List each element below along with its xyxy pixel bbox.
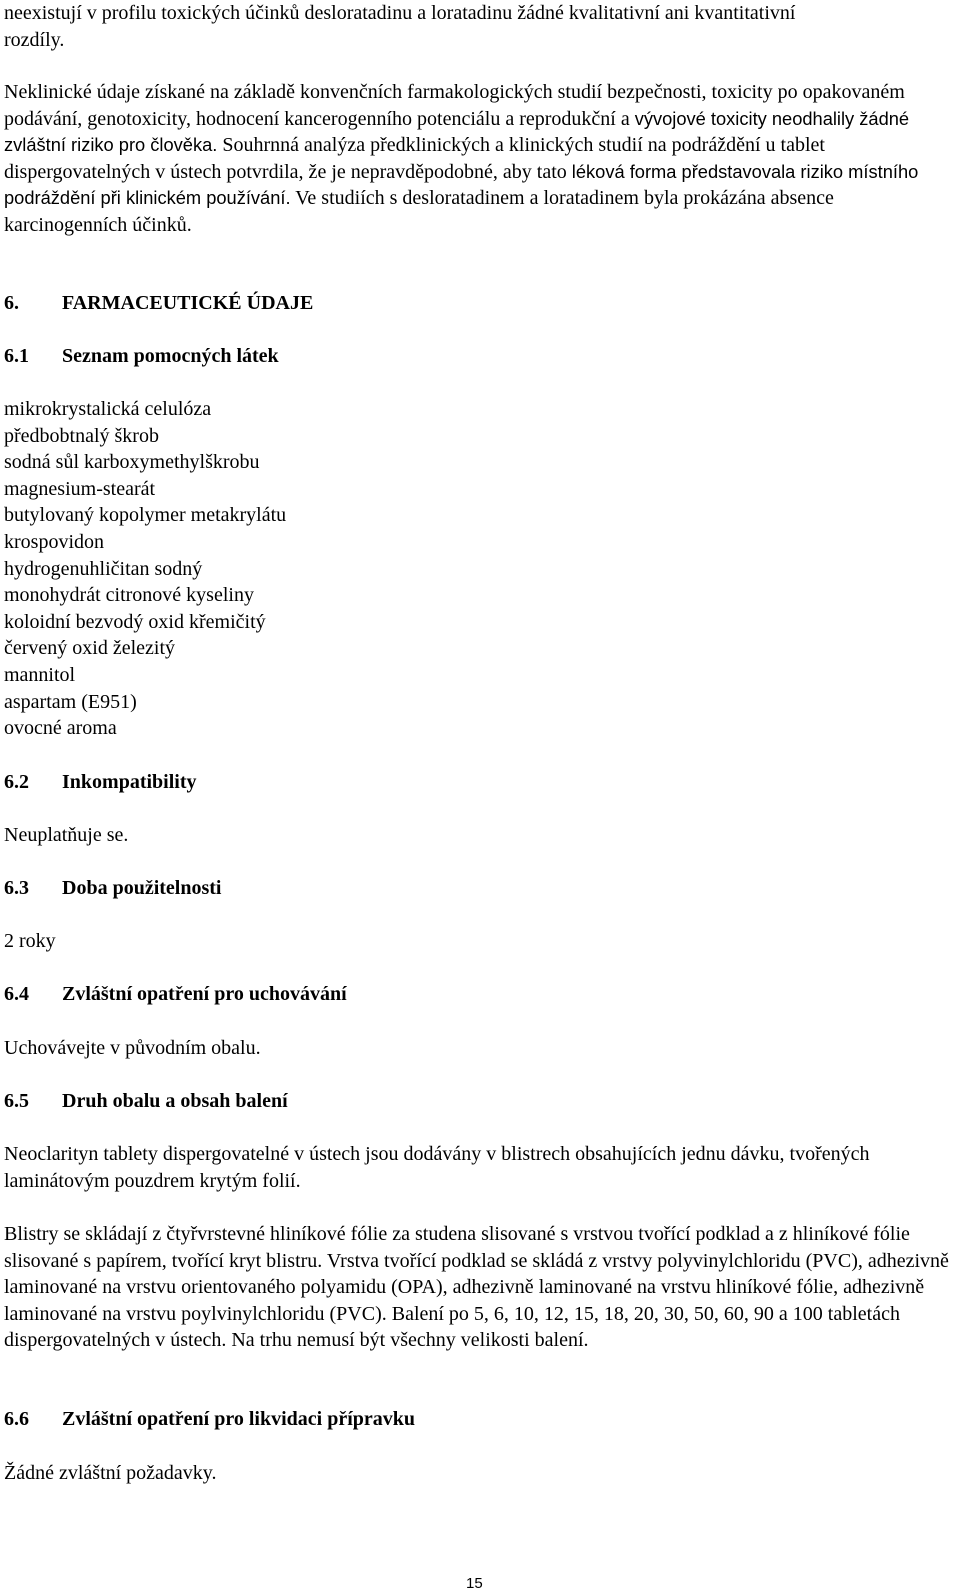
- section-6-5-title: Druh obalu a obsah balení: [62, 1090, 288, 1112]
- section-6-4-heading: [4, 981, 347, 1008]
- preclinical-part-2: vývojové toxicity neodhalily žádné zvláštní riziko pro člověka.: [4, 107, 910, 156]
- preclinical-part-3: Souhrnná analýza předklinických a klinických studií na podráždění u tablet dispergovatelných v ústech potvrdila, že je nepravděpodobné, aby tato: [4, 134, 825, 183]
- excipient-item: sodná sůl karboxymethylškrobu: [4, 451, 260, 474]
- section-6-3-number: 6.3: [4, 877, 29, 899]
- section-6-1-title: Seznam pomocných látek: [62, 345, 279, 367]
- excipient-item: aspartam (E951): [4, 690, 137, 713]
- preclinical-part-5: Ve studiích s desloratadinem a loratadinem byla prokázána absence karcinogenních účinků.: [4, 187, 834, 236]
- section-6-5-number: 6.5: [4, 1090, 29, 1112]
- preclinical-paragraph: [4, 79, 949, 239]
- section-6-1-number: 6.1: [4, 345, 29, 367]
- intro-line-1: neexistují v profilu toxických účinků desloratadinu a loratadinu žádné kvalitativní ani kvantitativní: [4, 2, 796, 24]
- excipient-item: magnesium-stearát: [4, 477, 156, 500]
- preclinical-part-1: Neklinické údaje získané na základě konvenčních farmakologických studií bezpečnosti, toxicity po opakovaném podávání, genotoxicity, hodnocení kancerogenního potenciálu a reprodukční a: [4, 81, 905, 130]
- section-6-title: FARMACEUTICKÉ ÚDAJE: [62, 292, 314, 314]
- excipient-item: ovocné aroma: [4, 717, 117, 740]
- excipient-list: [4, 396, 286, 742]
- page-number: 15: [466, 1575, 483, 1592]
- section-6-4-title: Zvláštní opatření pro uchovávání: [62, 983, 347, 1005]
- excipient-item: monohydrát citronové kyseliny: [4, 584, 254, 607]
- intro-continuation: [4, 0, 949, 53]
- excipient-item: butylovaný kopolymer metakrylátu: [4, 504, 287, 527]
- excipient-item: koloidní bezvodý oxid křemičitý: [4, 610, 266, 633]
- section-6-3-heading: [4, 875, 221, 902]
- section-6-5-paragraph-2: Blistry se skládají z čtyřvrstevné hliníkové fólie za studena slisované s vrstvou tvořící podklad a z hliníkové fólie slisované s papírem, tvořící kryt blistru. Vrstva tvořící podklad se skládá z vrstvy polyvinylchloridu (PVC), adhezivně laminované na vrstvu orientovaného polyamidu (OPA), adhezivně laminované na vrstvu hliníkové fólie, adhezivně laminované na vrstvu poylvinylchloridu (PVC). Balení po 5, 6, 10, 12, 15, 18, 20, 30, 50, 60, 90 a 100 tabletách dispergovatelných v ústech. Na trhu nemusí být všechny velikosti balení.: [4, 1223, 949, 1352]
- section-6-1-heading: [4, 343, 279, 370]
- section-6-2-text: Neuplatňuje se.: [4, 824, 129, 846]
- section-6-5-heading: [4, 1088, 288, 1115]
- excipient-item: červený oxid železitý: [4, 637, 176, 660]
- intro-line-2: rozdíly.: [4, 28, 65, 51]
- section-6-number: 6.: [4, 292, 19, 314]
- section-6-4-number: 6.4: [4, 983, 29, 1005]
- section-6-6-number: 6.6: [4, 1408, 29, 1430]
- section-6-2-number: 6.2: [4, 771, 29, 793]
- section-6-4-text: Uchovávejte v původním obalu.: [4, 1037, 261, 1059]
- section-6-5-paragraph-1: Neoclarityn tablety dispergovatelné v ústech jsou dodávány v blistrech obsahujících jednu dávku, tvořených laminátovým pouzdrem krytým folií.: [4, 1143, 870, 1192]
- excipient-item: hydrogenuhličitan sodný: [4, 557, 203, 580]
- excipient-item: mikrokrystalická celulóza: [4, 398, 212, 420]
- section-6-3-text: 2 roky: [4, 930, 56, 952]
- section-6-2-title: Inkompatibility: [62, 771, 197, 793]
- section-6-3-title: Doba použitelnosti: [62, 877, 222, 899]
- preclinical-part-4: léková forma představovala riziko místního podráždění při klinickém používání.: [4, 160, 919, 209]
- excipient-item: předbobtnalý škrob: [4, 424, 159, 447]
- section-6-heading: [4, 290, 313, 317]
- section-6-6-text: Žádné zvláštní požadavky.: [4, 1462, 217, 1484]
- section-6-6-heading: [4, 1406, 415, 1433]
- excipient-item: mannitol: [4, 663, 76, 686]
- section-6-2-heading: [4, 769, 196, 796]
- excipient-item: krospovidon: [4, 530, 104, 553]
- section-6-6-title: Zvláštní opatření pro likvidaci přípravku: [62, 1408, 416, 1430]
